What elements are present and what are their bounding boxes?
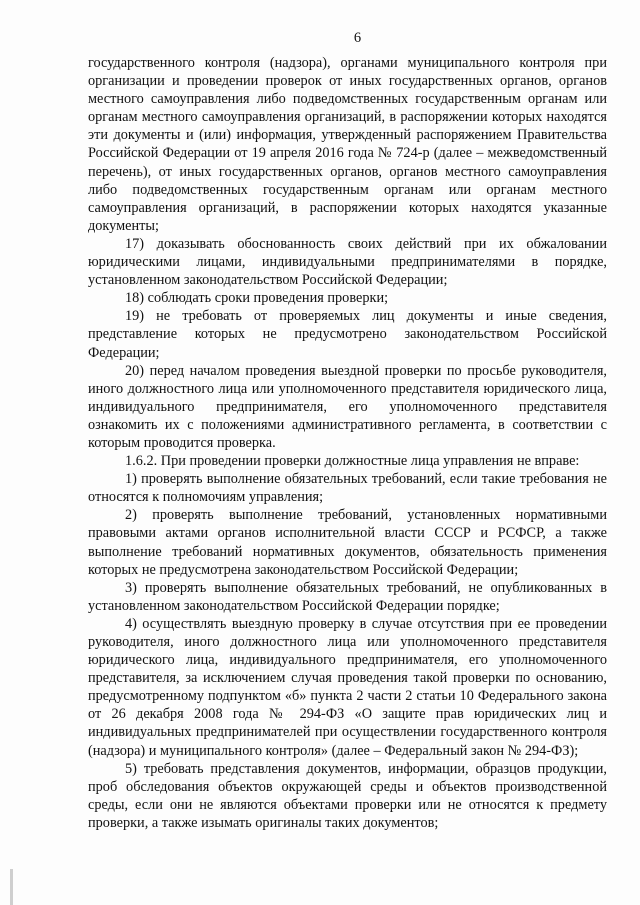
- paragraph-item-20: 20) перед началом проведения выездной проверки по просьбе руководителя, иного должностного лица или уполномоченного представителя юридического лица, индивидуального предпринимателя, его уполномоченного представителя ознакомить их с положениями административного регламента, в соответствии с которым проводится проверка.: [88, 362, 607, 451]
- paragraph-prohibition-3: 3) проверять выполнение обязательных требований, не опубликованных в установленном законодательством Российской Федерации порядке;: [88, 579, 607, 614]
- paragraph-prohibition-2: 2) проверять выполнение требований, установленных нормативными правовыми актами органов исполнительной власти СССР и РСФСР, а также выполнение требований нормативных документов, обязательность применения которых не предусмотрена законодательством Российской Федерации;: [88, 507, 607, 578]
- paragraph-section-1-6-2: 1.6.2. При проведении проверки должностные лица управления не вправе:: [125, 453, 580, 470]
- paragraph-prohibition-4: 4) осуществлять выездную проверку в случае отсутствия при ее проведении руководителя, иного должностного лица или уполномоченного представителя юридического лица, индивидуального предпринимателя, его уполномоченного представителя, за исключением случая проведения такой проверки по основанию, предусмотренному подпунктом «б» пункта 2 части 2 статьи 10 Федерального закона от 26 декабря 2008 года № 294-ФЗ «О защите прав юридических лиц и индивидуальных предпринимателей при осуществлении государственного контроля (надзора) и муниципального контроля» (далее – Федеральный закон № 294-ФЗ);: [88, 615, 607, 759]
- paragraph-item-17: 17) доказывать обоснованность своих действий при их обжаловании юридическими лицами, индивидуальными предпринимателями в порядке, установленном законодательством Российской Федерации;: [88, 235, 607, 289]
- paragraph-prohibition-1: 1) проверять выполнение обязательных требований, если такие требования не относятся к полномочиям управления;: [88, 471, 607, 506]
- paragraph-continuation: государственного контроля (надзора), органами муниципального контроля при организации и проведении проверок от иных государственных органов, органов местного самоуправления либо подведомственных государственным органам или органам местного самоуправления организаций, в распоряжении которых находятся эти документы и (или) информация, утвержденный распоряжением Правительства Российской Федерации от 19 апреля 2016 года № 724-р (далее – межведомственный перечень), от иных государственных органов, органов местного самоуправления либо подведомственных государственным органам или органам местного самоуправления организаций, в распоряжении которых находятся указанные документы;: [88, 55, 607, 234]
- document-body: [88, 54, 607, 832]
- page-number: 6: [353, 30, 362, 46]
- scan-edge-mark: [10, 869, 13, 905]
- paragraph-item-18: 18) соблюдать сроки проведения проверки;: [125, 290, 389, 307]
- paragraph-prohibition-5: 5) требовать представления документов, информации, образцов продукции, проб обследования объектов окружающей среды и объектов производственной среды, если они не являются объектами проверки или не относятся к предмету проверки, а также изымать оригиналы таких документов;: [88, 760, 607, 831]
- paragraph-item-19: 19) не требовать от проверяемых лиц документы и иные сведения, представление которых не предусмотрено законодательством Российской Федерации;: [88, 308, 607, 361]
